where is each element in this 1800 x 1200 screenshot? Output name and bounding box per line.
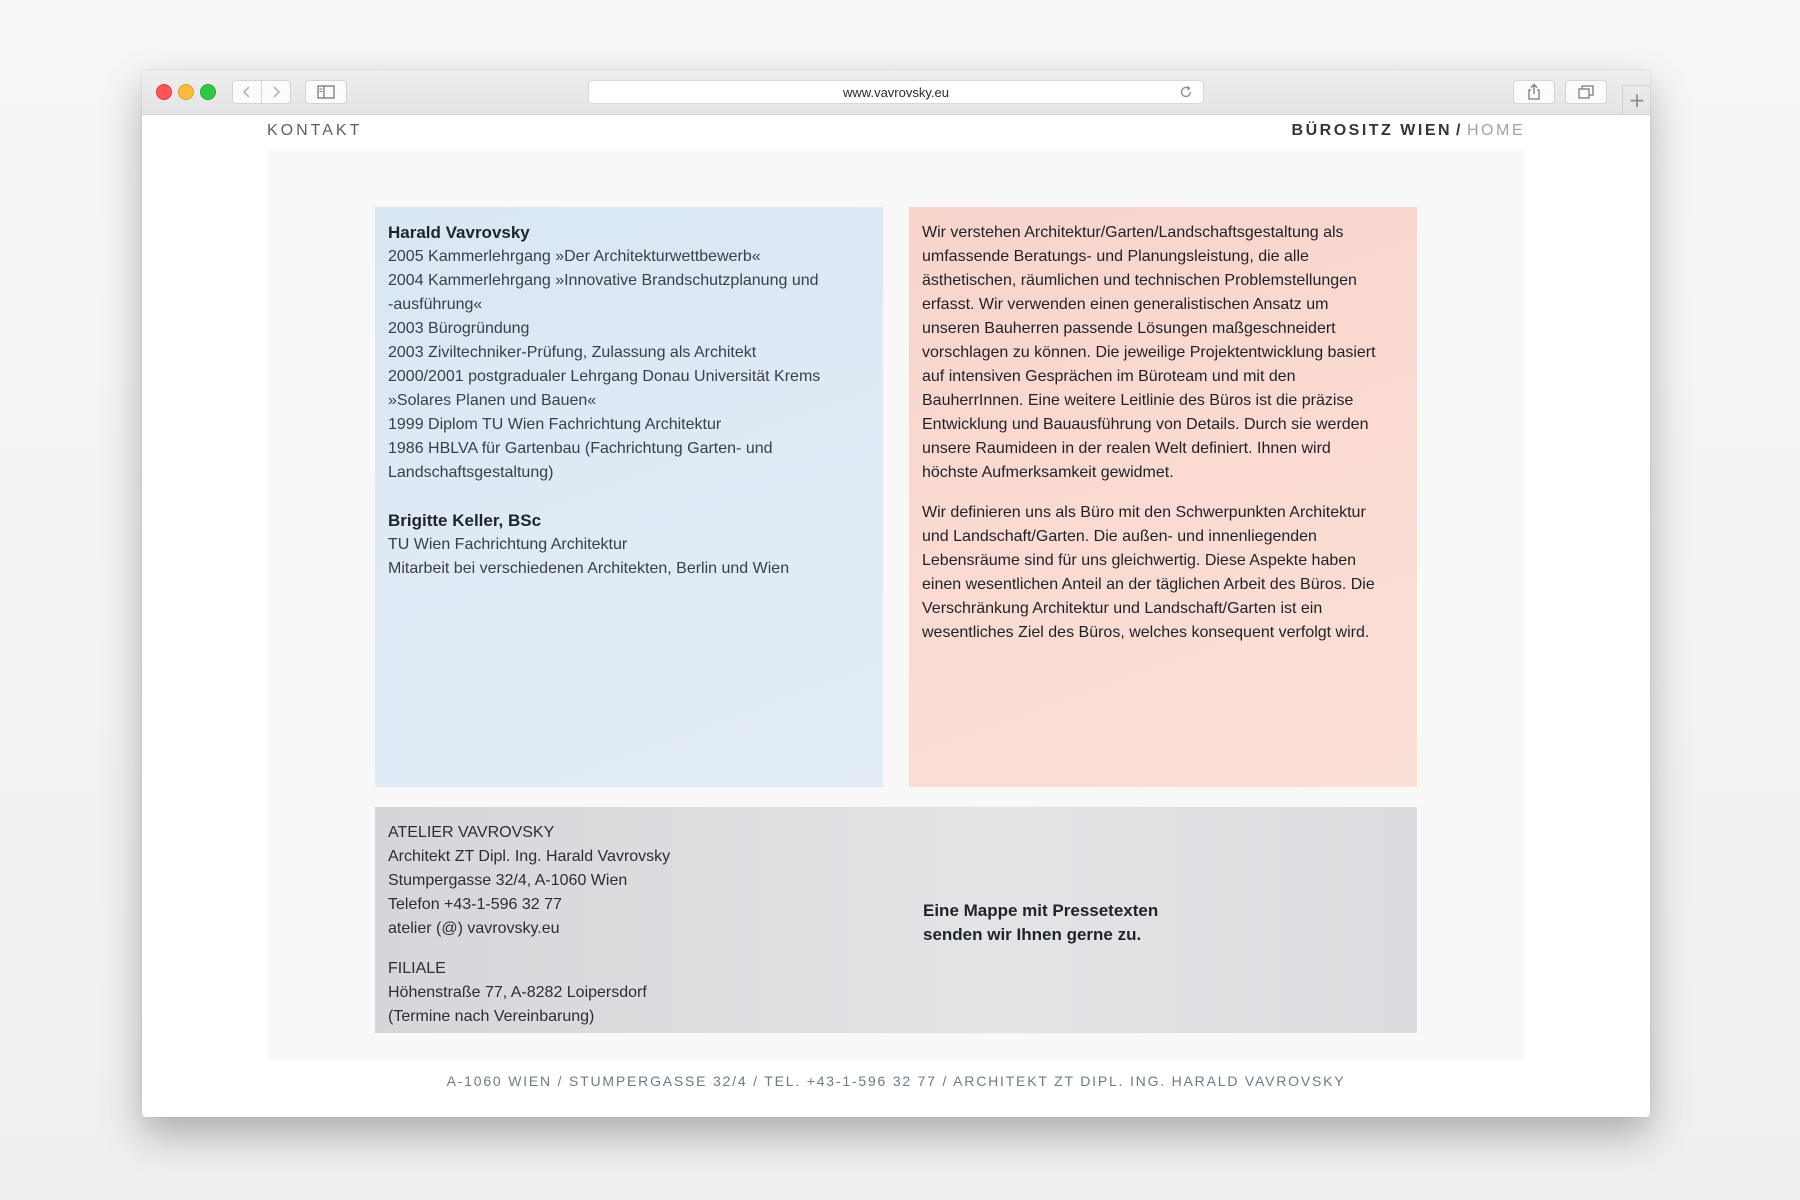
spacer	[388, 485, 870, 509]
text-line: wesentliches Ziel des Büros, welches konsequent verfolgt wird.	[922, 624, 1370, 641]
bio-line: 2003 Bürogründung	[388, 320, 530, 337]
text-line: vorschlagen zu können. Die jeweilige Projektentwicklung basiert	[922, 344, 1376, 361]
philosophy-paragraph-2	[922, 501, 1404, 645]
text-line: einen wesentlichen Anteil an der täglichen Arbeit des Büros. Die	[922, 576, 1375, 593]
plus-icon: +	[1628, 88, 1646, 112]
bio-line: Mitarbeit bei verschiedenen Architekten, Berlin und Wien	[388, 560, 790, 577]
browser-window	[142, 70, 1650, 1117]
bio-line: »Solares Planen und Bauen«	[388, 392, 597, 409]
text-line: Lebensräume sind für uns gleichwertig. Diese Aspekte haben	[922, 552, 1357, 569]
url-text: www.vavrovsky.eu	[843, 84, 949, 100]
share-button[interactable]	[1513, 80, 1555, 104]
atelier-title: ATELIER VAVROVSKY	[388, 824, 555, 841]
spacer	[388, 941, 670, 957]
text-line: Wir verstehen Architektur/Garten/Landschaftsgestaltung als	[922, 224, 1344, 241]
atelier-address: Stumpergasse 32/4, A-1060 Wien	[388, 872, 628, 889]
press-note	[923, 899, 1158, 947]
philosophy-box	[909, 207, 1417, 787]
bio-line: TU Wien Fachrichtung Architektur	[388, 536, 628, 553]
share-icon	[1527, 83, 1541, 101]
sidebar-icon	[317, 85, 335, 99]
browser-titlebar	[142, 70, 1650, 115]
nav-home-link[interactable]: HOME	[1467, 122, 1525, 139]
page-footer: A-1060 WIEN / STUMPERGASSE 32/4 / TEL. +43-1-596 32 77 / ARCHITEKT ZT DIPL. ING. HARALD VAVROVSKY	[446, 1073, 1346, 1089]
nav-kontakt-link[interactable]: KONTAKT	[267, 122, 363, 139]
bio-line: 2003 Ziviltechniker-Prüfung, Zulassung als Architekt	[388, 344, 757, 361]
nav-location: BÜROSITZ WIEN	[1291, 122, 1453, 139]
text-line: ästhetischen, räumlichen und technischen Problemstellungen	[922, 272, 1357, 289]
text-line: höchste Aufmerksamkeit gewidmet.	[922, 464, 1174, 481]
address-bar[interactable]	[588, 80, 1204, 104]
maximize-window-button[interactable]	[200, 84, 216, 100]
filiale-title: FILIALE	[388, 960, 446, 977]
text-line: Wir definieren uns als Büro mit den Schwerpunkten Architektur	[922, 504, 1366, 521]
web-page	[142, 115, 1650, 1117]
reload-icon[interactable]	[1179, 85, 1193, 102]
contact-box	[375, 807, 1417, 1033]
bio-line: 1999 Diplom TU Wien Fachrichtung Architektur	[388, 416, 722, 433]
text-line: BauherrInnen. Eine weitere Leitlinie des Büros ist die präzise	[922, 392, 1354, 409]
chevron-left-icon	[242, 85, 252, 99]
show-tabs-button[interactable]	[1565, 80, 1607, 104]
text-line: unsere Raumideen in der realen Welt definiert. Ihnen wird	[922, 440, 1331, 457]
text-line: unseren Bauherren passende Lösungen maßgeschneidert	[922, 320, 1336, 337]
bio-line: 2000/2001 postgradualer Lehrgang Donau Universität Krems	[388, 368, 821, 385]
press-line: senden wir Ihnen gerne zu.	[923, 925, 1142, 944]
bio-box	[375, 207, 883, 787]
person-name-harald: Harald Vavrovsky	[388, 223, 530, 242]
minimize-window-button[interactable]	[178, 84, 194, 100]
bio-line: -ausführung«	[388, 296, 483, 313]
nav-separator: /	[1456, 122, 1463, 139]
forward-button[interactable]	[261, 80, 291, 104]
atelier-email[interactable]: atelier (@) vavrovsky.eu	[388, 920, 560, 937]
sidebar-toggle-button[interactable]	[305, 80, 347, 104]
atelier-phone: Telefon +43-1-596 32 77	[388, 896, 562, 913]
nav-right	[1292, 122, 1525, 140]
press-line: Eine Mappe mit Pressetexten	[923, 901, 1159, 920]
chevron-right-icon	[271, 85, 281, 99]
atelier-architect: Architekt ZT Dipl. Ing. Harald Vavrovsky	[388, 848, 671, 865]
person-name-brigitte: Brigitte Keller, BSc	[388, 511, 542, 530]
tabs-icon	[1578, 85, 1594, 99]
close-window-button[interactable]	[156, 84, 172, 100]
content-area	[268, 151, 1524, 1061]
text-line: Entwicklung und Bauausführung von Details. Durch sie werden	[922, 416, 1369, 433]
new-tab-button[interactable]	[1622, 85, 1650, 114]
bio-line: Landschaftsgestaltung)	[388, 464, 554, 481]
philosophy-paragraph-1	[922, 221, 1404, 485]
text-line: Verschränkung Architektur und Landschaft/Garten ist ein	[922, 600, 1323, 617]
filiale-note: (Termine nach Vereinbarung)	[388, 1008, 595, 1025]
text-line: erfasst. Wir verwenden einen generalistischen Ansatz um	[922, 296, 1329, 313]
bio-line: 1986 HBLVA für Gartenbau (Fachrichtung Garten- und	[388, 440, 773, 457]
text-line: und Landschaft/Garten. Die außen- und innenliegenden	[922, 528, 1317, 545]
back-button[interactable]	[232, 80, 262, 104]
text-line: auf intensiven Gesprächen im Büroteam und mit den	[922, 368, 1296, 385]
text-line: umfassende Beratungs- und Planungsleistung, die alle	[922, 248, 1309, 265]
bio-line: 2005 Kammerlehrgang »Der Architekturwettbewerb«	[388, 248, 761, 265]
filiale-address: Höhenstraße 77, A-8282 Loipersdorf	[388, 984, 647, 1001]
bio-line: 2004 Kammerlehrgang »Innovative Brandschutzplanung und	[388, 272, 819, 289]
contact-details	[388, 821, 670, 1029]
